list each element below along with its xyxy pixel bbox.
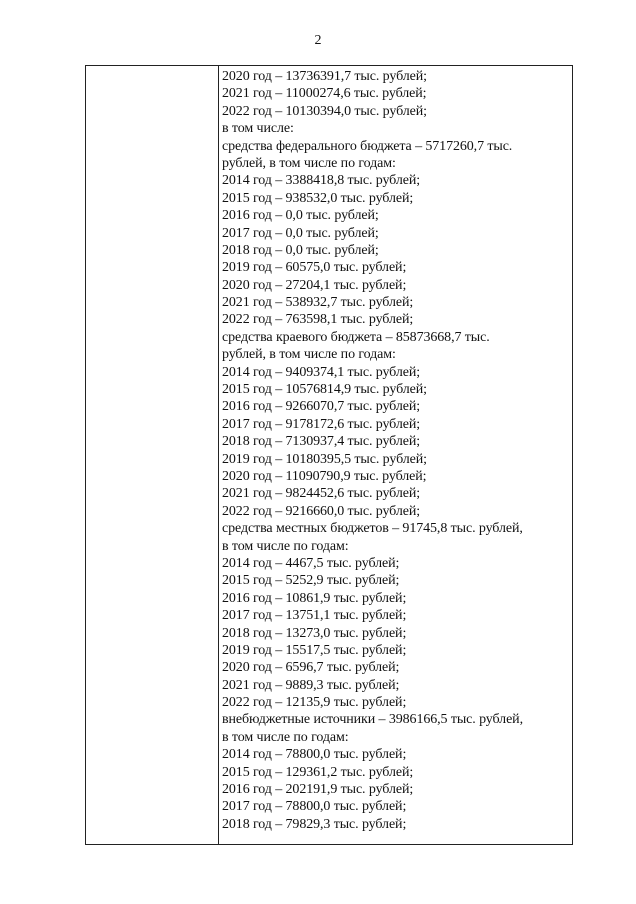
- text-line: средства краевого бюджета – 85873668,7 тыс.: [222, 329, 490, 345]
- text-line: 2022 год – 9216660,0 тыс. рублей;: [222, 503, 421, 519]
- text-line: 2015 год – 10576814,9 тыс. рублей;: [222, 382, 427, 398]
- text-line: в том числе по годам:: [222, 729, 349, 745]
- text-line: 2015 год – 129361,2 тыс. рублей;: [222, 764, 414, 780]
- text-line: 2014 год – 3388418,8 тыс. рублей;: [222, 173, 421, 189]
- text-line: 2020 год – 6596,7 тыс. рублей;: [222, 660, 400, 676]
- text-line: 2016 год – 10861,9 тыс. рублей;: [222, 590, 407, 606]
- text-line: 2019 год – 15517,5 тыс. рублей;: [222, 642, 407, 658]
- text-line: в том числе по годам:: [222, 538, 349, 554]
- text-line: 2014 год – 9409374,1 тыс. рублей;: [222, 364, 421, 380]
- table-right-cell: [219, 66, 572, 844]
- text-line: рублей, в том числе по годам:: [222, 155, 396, 171]
- text-line: рублей, в том числе по годам:: [222, 347, 396, 363]
- text-line: 2015 год – 5252,9 тыс. рублей;: [222, 573, 400, 589]
- text-line: 2022 год – 763598,1 тыс. рублей;: [222, 312, 414, 328]
- text-line: 2020 год – 13736391,7 тыс. рублей;: [222, 69, 427, 84]
- text-line: 2022 год – 12135,9 тыс. рублей;: [222, 695, 407, 711]
- text-line: 2016 год – 202191,9 тыс. рублей;: [222, 782, 414, 798]
- text-line: 2021 год – 538932,7 тыс. рублей;: [222, 295, 414, 311]
- table-left-cell: [86, 66, 219, 844]
- text-line: средства федерального бюджета – 5717260,7 тыс.: [222, 138, 513, 154]
- text-line: 2016 год – 9266070,7 тыс. рублей;: [222, 399, 421, 415]
- text-line: средства местных бюджетов – 91745,8 тыс. рублей,: [222, 521, 523, 537]
- text-line: 2018 год – 0,0 тыс. рублей;: [222, 242, 379, 258]
- text-line: 2017 год – 13751,1 тыс. рублей;: [222, 608, 407, 624]
- text-line: 2020 год – 11090790,9 тыс. рублей;: [222, 468, 427, 484]
- text-line: 2020 год – 27204,1 тыс. рублей;: [222, 277, 407, 293]
- text-line: 2014 год – 4467,5 тыс. рублей;: [222, 555, 400, 571]
- text-line: 2017 год – 0,0 тыс. рублей;: [222, 225, 379, 241]
- text-line: в том числе:: [222, 121, 294, 137]
- text-line: 2019 год – 60575,0 тыс. рублей;: [222, 260, 407, 276]
- text-line: 2017 год – 78800,0 тыс. рублей;: [222, 799, 407, 815]
- funding-table: [85, 65, 573, 845]
- page-number: 2: [314, 33, 322, 48]
- text-line: внебюджетные источники – 3986166,5 тыс. рублей,: [222, 712, 523, 728]
- text-line: 2015 год – 938532,0 тыс. рублей;: [222, 190, 414, 206]
- text-line: 2021 год – 9889,3 тыс. рублей;: [222, 677, 400, 693]
- text-line: 2018 год – 79829,3 тыс. рублей;: [222, 816, 407, 832]
- text-line: 2021 год – 11000274,6 тыс. рублей;: [222, 86, 427, 102]
- text-line: 2021 год – 9824452,6 тыс. рублей;: [222, 486, 421, 502]
- text-line: 2017 год – 9178172,6 тыс. рублей;: [222, 416, 421, 432]
- text-line: 2018 год – 13273,0 тыс. рублей;: [222, 625, 407, 641]
- text-line: 2014 год – 78800,0 тыс. рублей;: [222, 747, 407, 763]
- text-line: 2018 год – 7130937,4 тыс. рублей;: [222, 434, 421, 450]
- text-line: 2016 год – 0,0 тыс. рублей;: [222, 208, 379, 224]
- text-line: 2022 год – 10130394,0 тыс. рублей;: [222, 103, 427, 119]
- text-line: 2019 год – 10180395,5 тыс. рублей;: [222, 451, 427, 467]
